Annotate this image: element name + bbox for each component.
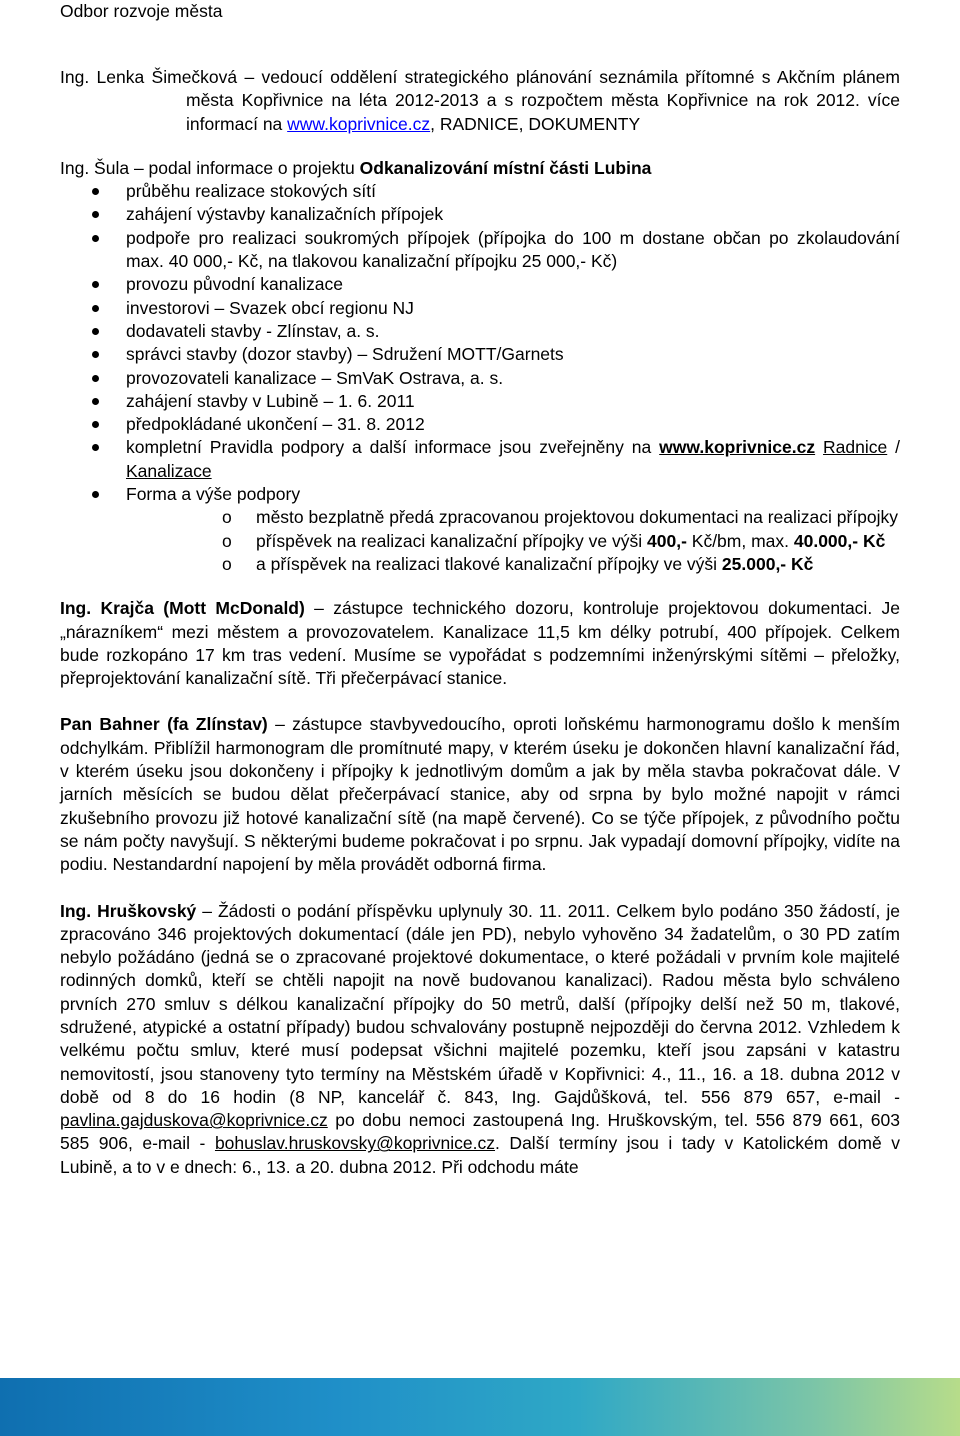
sub-item-text: město bezplatně předá zpracovanou projektovou dokumentaci na realizaci přípojky [256,507,899,528]
page-title: Odbor rozvoje města [60,1,223,21]
amount: 25.000,- Kč [721,553,814,574]
list-item: investorovi – Svazek obcí regionu NJ [60,297,900,320]
paragraph-simeckova [60,66,900,136]
list-item: provozu původní kanalizace [60,273,900,296]
separator: / [887,437,900,458]
list-item: provozovateli kanalizace – SmVaK Ostrava, a. s. [60,367,900,390]
amount: 40.000,- Kč [793,530,886,551]
email-gajduskova-link[interactable]: pavlina.gajduskova@koprivnice.cz [60,1110,328,1131]
sub-item [126,553,900,576]
support-title: Forma a výše podpory [126,484,301,505]
paragraph-text: – zástupce stavbyvedoucího, oproti loňskému harmonogramu došlo k menším odchylkám. Přiblížil harmonogram dle promítnuté mapy, v kterém úseku je dokončen hlavní kanalizační řád, v kterém úseku jsou dokončeny i přípojky k jednotlivým domům a jak by měla stavba pokračovat dále. V jarních měsících se budou dělat přečerpávací stanice, aby od srpna by bylo možné napojit v rámci zkušebního provozu již hotové kanalizační sítě (na mapě červené). Co se týče přípojek, z původního počtu se nám počty navyšují. S některými budeme pokračovat i po srpnu. Jak vypadají domovní přípojky, vidíte na podiu. Nestandardní napojení by měla provádět odborná firma. [60,714,900,875]
paragraph-text: – Žádosti o podání příspěvku uplynuly 30. 11. 2011. Celkem bylo podáno 350 žádostí, je zpracováno 346 projektových dokumentací (dále jen PD), nebylo vyhověno 34 žadatelům, o 30 PD zatím nebylo požádáno (jedná se o zpracované projektové dokumentace, o které požádali v prvním kole majitelé rodinných domků, kteří se chtěli napojit na nově budovanou kanalizaci). Radou města bylo schváleno prvních 270 smluv s délkou kanalizační přípojky do 50 metrů, další (přípojky delší než 50 m, tlakové, sdružené, atypické a ostatní případy) budou schvalovány postupně nejpozději do června 2012. Vzhledem k velkému počtu smluv, které musí podepsat všichni majitelé pozemku, kteří jsou zapsáni v katastru nemovitostí, jsou stanoveny tyto termíny na Městském úřadě v Kopřivnici: 4., 11., 16. a 18. dubna 2012 v době od 8 do 16 hodin (8 NP, kancelář č. 843, Ing. Gajdůšková, tel. 556 879 657, e-mail - [60,900,900,1107]
sub-marker: o [222,507,232,528]
sub-item [126,506,900,529]
list-item: průběhu realizace stokových sítí [60,180,900,203]
paragraph-text: – zástupce technického dozoru, kontroluje projektovou dokumentaci. Je „nárazníkem“ mezi městem a provozovatelem. Kanalizace 11,5 km délky potrubí, 400 přípojek. Celkem bude rozkopáno 17 km tras vedení. Musíme se vypořádat s podzemními inženýrskými sítěmi – přeložky, přeprojektování kanalizační sítě. Tři přečerpávací stanice. [60,598,901,689]
speaker-name: Ing. Krajča (Mott McDonald) [60,598,305,619]
paragraph-sula [60,157,900,180]
koprivnice-link[interactable]: www.koprivnice.cz [287,113,431,134]
rules-link[interactable]: www.koprivnice.cz [659,437,816,458]
sub-marker: o [222,553,232,574]
list-item-support [60,483,900,576]
sub-item-text: a příspěvek na realizaci tlakové kanalizační přípojky ve výši [256,553,722,574]
list-item: zahájení výstavby kanalizačních přípojek [60,203,900,226]
footer-decorative-bar [0,1378,960,1436]
paragraph-text: po dobu nemoci zastoupená Ing. Hruškovským, tel. 556 879 661, 603 585 906, e-mail - [60,1110,900,1154]
document-page [60,0,900,1179]
paragraph-krajca [60,597,900,690]
paragraph-text: Ing. Šula – podal informace o projektu [60,157,360,178]
paragraph-hruskovsky [60,900,900,1180]
email-hruskovsky-link[interactable]: bohuslav.hruskovsky@koprivnice.cz [214,1133,496,1154]
support-sublist [126,506,900,576]
sub-item-text: Kč/bm, max. [686,530,794,551]
paragraph-text: Lenka Šimečková – vedoucí oddělení strategického plánování seznámila přítomné s Akčním plánem města Kopřivnice na léta 2012-2013 a s rozpočtem města Kopřivnice na rok 2012. více informací na [96,67,900,134]
paragraph-bahner [60,713,900,876]
list-item-text: kompletní Pravidla podpory a další informace jsou zveřejněny na [126,437,660,458]
list-item: dodavateli stavby - Zlínstav, a. s. [60,320,900,343]
list-item: zahájení stavby v Lubině – 1. 6. 2011 [60,390,900,413]
radnice-link[interactable]: Radnice [823,437,888,458]
amount: 400,- [647,530,687,551]
sub-marker: o [222,530,232,551]
speaker-name: Ing. Hruškovský [60,900,197,921]
list-item: správci stavby (dozor stavby) – Sdružení MOTT/Garnets [60,343,900,366]
info-list [60,180,900,576]
paragraph-text: , RADNICE, DOKUMENTY [430,113,641,134]
sub-item [126,530,900,553]
list-item: předpokládané ukončení – 31. 8. 2012 [60,413,900,436]
paragraph-text: . Další termíny jsou i tady v Katolickém domě v Lubině, a to v e dnech: 6., 13. a 20. dubna 2012. Při odchodu máte [60,1133,900,1177]
list-item-rules [60,436,900,483]
sub-item-text: příspěvek na realizaci kanalizační přípojky ve výši [256,530,648,551]
kanalizace-link[interactable]: Kanalizace [126,460,212,481]
project-name: Odkanalizování místní části Lubina [359,157,652,178]
list-item: podpoře pro realizaci soukromých přípojek (přípojka do 100 m dostane občan po zkolaudování max. 40 000,- Kč, na tlakovou kanalizační přípojku 25 000,- Kč) [60,227,900,274]
speaker-name: Pan Bahner (fa Zlínstav) [60,714,268,735]
speaker-title: Ing. [60,67,90,87]
